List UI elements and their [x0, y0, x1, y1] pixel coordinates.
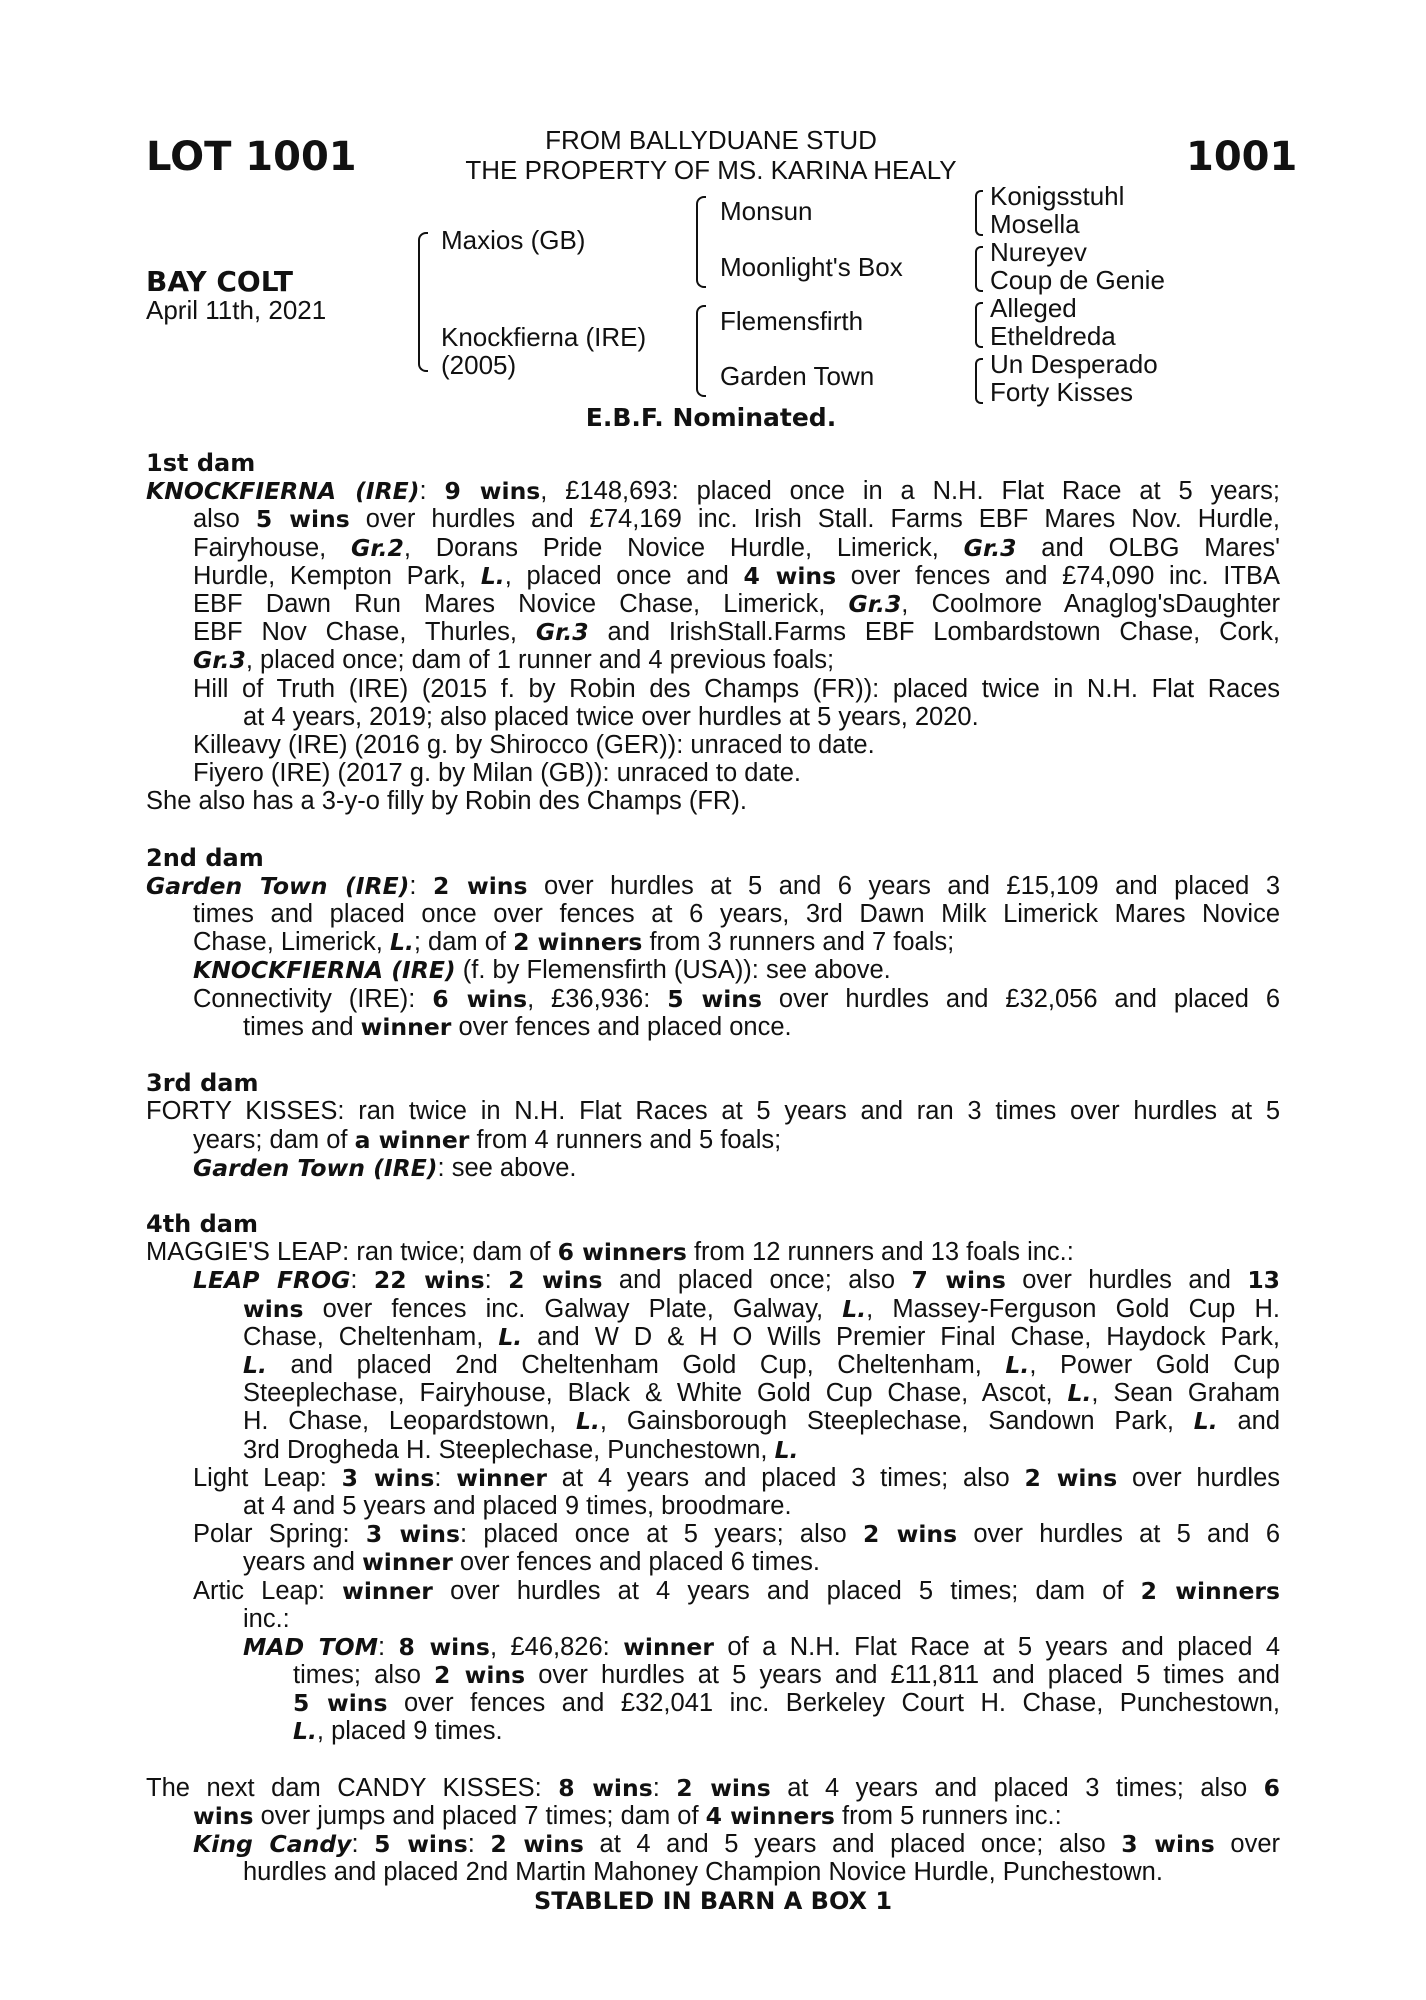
section-heading: 4th dam — [146, 1210, 258, 1239]
text-segment: The next dam CANDY KISSES: — [146, 1773, 559, 1802]
pedigree-brace-sire — [696, 196, 706, 288]
dam-year: (2005) — [441, 350, 517, 380]
emphasis-text: 8 wins — [398, 1632, 490, 1661]
horse-name: Gr.3 — [848, 589, 902, 618]
section-spacer — [146, 1041, 1280, 1069]
emphasis-text: a winner — [354, 1125, 470, 1154]
pedigree-brace-g3-2 — [975, 246, 983, 292]
text-line — [146, 1661, 1280, 1689]
text-segment: and placed once; also — [602, 1266, 912, 1295]
emphasis-text: 2 wins — [433, 871, 528, 900]
text-segment: and — [1217, 1407, 1280, 1436]
dam-section — [146, 449, 1280, 815]
horse-name: L. — [480, 561, 505, 590]
text-line — [146, 956, 1280, 984]
text-segment: at 4 and 5 years and placed 9 times, broodmare. — [243, 1491, 792, 1520]
text-segment: , Coolmore Anaglog'sDaughter — [901, 589, 1280, 618]
text-line — [146, 872, 1280, 900]
foaling-date: April 11th, 2021 — [146, 295, 327, 325]
emphasis-text: 5 wins — [293, 1689, 388, 1718]
gen3-mosella: Mosella — [990, 209, 1080, 239]
text-segment: over hurdles at 5 years and £11,811 and placed 5 times and — [525, 1661, 1280, 1690]
text-segment: over fences and £32,041 inc. Berkeley Court H. Chase, Punchestown, — [387, 1689, 1280, 1718]
text-segment: over hurdles at 5 and 6 — [957, 1520, 1280, 1549]
emphasis-text: winner — [360, 1012, 452, 1041]
text-line — [146, 985, 1280, 1013]
dam-section — [146, 1746, 1280, 1887]
consignor-line-2: THE PROPERTY OF MS. KARINA HEALY — [465, 155, 957, 185]
horse-name: Garden Town (IRE) — [146, 871, 410, 900]
text-segment: : — [484, 1266, 509, 1295]
text-segment: EBF Dawn Run Mares Novice Chase, Limerick, — [193, 589, 849, 618]
stabling-info: STABLED IN BARN A BOX 1 — [533, 1886, 893, 1915]
text-line — [146, 1436, 1280, 1464]
section-spacer — [146, 1182, 1280, 1210]
emphasis-text: 13 — [1247, 1266, 1280, 1295]
horse-name: L. — [389, 928, 414, 957]
emphasis-text: 9 wins — [444, 477, 541, 506]
horse-name: L. — [576, 1407, 600, 1436]
text-line — [146, 1407, 1280, 1435]
text-segment: over jumps and placed 7 times; dam of — [253, 1802, 706, 1830]
horse-name: Gr.3 — [535, 618, 589, 647]
text-line — [146, 1379, 1280, 1407]
horse-name: L. — [243, 1351, 267, 1379]
text-segment: over hurdles and £74,169 inc. Irish Stall. Farms EBF Mares Nov. Hurdle, — [349, 505, 1280, 534]
emphasis-text: 7 wins — [911, 1266, 1006, 1295]
text-segment: over fences and placed 6 times. — [452, 1548, 820, 1577]
text-line — [146, 1520, 1280, 1548]
dam: Knockfierna (IRE) — [441, 322, 647, 352]
horse-name: L. — [774, 1435, 799, 1464]
text-segment: over fences and £74,090 inc. ITBA — [836, 561, 1280, 590]
gen3-alleged: Alleged — [990, 293, 1077, 323]
text-segment: : — [467, 1830, 491, 1859]
text-line — [146, 1633, 1280, 1661]
dam-sire: Flemensfirth — [720, 306, 864, 336]
emphasis-text: 5 wins — [667, 984, 763, 1013]
gen3-etheldreda: Etheldreda — [990, 321, 1116, 351]
text-segment: : — [419, 477, 445, 506]
text-segment: : — [378, 1632, 399, 1661]
text-segment: over hurdles and — [1005, 1266, 1248, 1295]
text-segment: over hurdles and £32,056 and placed 6 — [762, 984, 1280, 1013]
horse-name: L. — [842, 1294, 867, 1323]
text-segment: Killeavy (IRE) (2016 g. by Shirocco (GER)): unraced to date. — [193, 730, 875, 759]
text-line — [146, 1295, 1280, 1323]
emphasis-text: 6 wins — [432, 984, 528, 1013]
text-segment: , Gainsborough Steeplechase, Sandown Park, — [599, 1407, 1194, 1436]
text-segment: at 4 years, 2019; also placed twice over hurdles at 5 years, 2020. — [243, 702, 979, 731]
emphasis-text: 2 wins — [490, 1830, 584, 1859]
text-line — [146, 787, 1280, 815]
emphasis-text: 5 wins — [374, 1830, 468, 1859]
text-segment: : — [652, 1773, 677, 1802]
text-line — [146, 1605, 1280, 1633]
text-line — [146, 731, 1280, 759]
emphasis-text: 2 winners — [1140, 1576, 1280, 1605]
text-segment: at 4 and 5 years and placed once; also — [583, 1830, 1122, 1859]
text-segment: Polar Spring: — [193, 1520, 366, 1549]
gen3-un-desperado: Un Desperado — [990, 349, 1158, 379]
gen3-coup-de-genie: Coup de Genie — [990, 265, 1165, 295]
text-line — [146, 1548, 1280, 1576]
text-segment: EBF Nov Chase, Thurles, — [193, 618, 536, 647]
text-segment: , £46,826: — [489, 1632, 624, 1661]
horse-name: KNOCKFIERNA (IRE) — [146, 477, 420, 506]
sire: Maxios (GB) — [441, 225, 586, 255]
text-line — [146, 759, 1280, 787]
emphasis-text: winner — [456, 1463, 548, 1492]
horse-name: MAD TOM — [243, 1632, 379, 1661]
section-heading: 3rd dam — [146, 1069, 259, 1098]
text-segment: times and placed once over fences at 6 years, 3rd Dawn Milk Limerick Mares Novice — [193, 900, 1280, 928]
text-line — [146, 1097, 1280, 1125]
sire-sire: Monsun — [720, 196, 813, 226]
text-line — [146, 1492, 1280, 1520]
text-segment: and OLBG Mares' — [1016, 533, 1280, 562]
emphasis-text: 4 winners — [705, 1802, 835, 1830]
text-segment: over hurdles at 5 and 6 years and £15,109 and placed 3 — [527, 871, 1280, 900]
text-segment: and IrishStall.Farms EBF Lombardstown Chase, Cork, — [588, 618, 1280, 647]
text-line — [146, 1266, 1280, 1294]
dam-section — [146, 815, 1280, 1041]
emphasis-text: winner — [623, 1632, 714, 1661]
emphasis-text: winner — [362, 1548, 453, 1577]
emphasis-text: 4 wins — [743, 561, 837, 590]
dam-section — [146, 1182, 1280, 1746]
horse-name: L. — [293, 1717, 317, 1746]
text-segment: from 4 runners and 5 foals; — [469, 1125, 782, 1154]
text-segment: Steeplechase, Fairyhouse, Black & White Gold Cup Chase, Ascot, — [243, 1379, 1068, 1408]
emphasis-text: 2 wins — [676, 1773, 771, 1802]
horse-name: L. — [1067, 1379, 1092, 1408]
emphasis-text: wins — [193, 1802, 254, 1830]
text-line — [146, 505, 1280, 533]
section-spacer — [146, 1746, 1280, 1774]
text-line — [146, 646, 1280, 674]
text-segment: (f. by Flemensfirth (USA)): see above. — [455, 956, 891, 985]
text-segment: , £148,693: placed once in a N.H. Flat Race at 5 years; — [540, 477, 1280, 506]
text-segment: over hurdles at 4 years and placed 5 times; dam of — [432, 1576, 1141, 1605]
text-segment: She also has a 3-y-o filly by Robin des Champs (FR). — [146, 787, 747, 816]
text-segment: years; dam of — [193, 1125, 355, 1154]
emphasis-text: 3 wins — [1121, 1830, 1215, 1859]
horse-name: KNOCKFIERNA (IRE) — [193, 956, 456, 985]
text-segment: of a N.H. Flat Race at 5 years and placed 4 — [713, 1632, 1280, 1661]
text-segment: over hurdles — [1117, 1463, 1280, 1492]
emphasis-text: 3 wins — [365, 1520, 461, 1549]
text-segment: over — [1214, 1830, 1280, 1859]
text-line — [146, 477, 1280, 505]
text-line — [146, 1774, 1280, 1802]
text-segment: from 5 runners inc.: — [834, 1802, 1062, 1830]
text-line — [146, 618, 1280, 646]
text-segment: FORTY KISSES: ran twice in N.H. Flat Races at 5 years and ran 3 times over hurdles at 5 — [146, 1097, 1280, 1126]
lot-number: 1001 — [1186, 134, 1298, 180]
text-line — [146, 703, 1280, 731]
gen3-konigsstuhl: Konigsstuhl — [990, 181, 1125, 211]
text-segment: Chase, Limerick, — [193, 928, 390, 957]
section-spacer — [146, 815, 1280, 843]
family-history — [146, 449, 1280, 1915]
pedigree-brace-dam — [696, 305, 706, 397]
text-line — [146, 1858, 1280, 1886]
text-segment: : — [350, 1266, 374, 1295]
section-heading: 1st dam — [146, 449, 256, 477]
text-segment: , Power Gold Cup — [1029, 1351, 1280, 1379]
sire-dam: Moonlight's Box — [720, 252, 903, 282]
horse-name: Gr.2 — [351, 533, 404, 562]
text-segment: and W D & H O Wills Premier Final Chase, Haydock Park, — [522, 1322, 1280, 1351]
text-segment: at 4 years and placed 3 times; also — [547, 1463, 1025, 1492]
horse-name: L. — [498, 1322, 523, 1351]
horse-sex: BAY COLT — [146, 265, 294, 298]
text-segment: MAGGIE'S LEAP: ran twice; dam of — [146, 1238, 558, 1267]
text-line — [146, 1577, 1280, 1605]
text-line — [146, 675, 1280, 703]
emphasis-text: 2 wins — [862, 1520, 958, 1549]
text-line — [146, 900, 1280, 928]
horse-name: L. — [1005, 1351, 1030, 1379]
text-segment: years and — [243, 1548, 363, 1577]
text-segment: , Massey-Ferguson Gold Cup H. — [866, 1294, 1280, 1323]
text-line — [146, 1323, 1280, 1351]
dam-dam: Garden Town — [720, 361, 875, 391]
text-segment: at 4 years and placed 3 times; also — [770, 1773, 1264, 1802]
text-segment: , Dorans Pride Novice Hurdle, Limerick, — [403, 533, 964, 562]
text-segment: Fiyero (IRE) (2017 g. by Milan (GB)): unraced to date. — [193, 759, 801, 788]
text-segment: Fairyhouse, — [193, 533, 352, 562]
horse-name: Gr.3 — [193, 646, 246, 675]
text-line — [146, 1154, 1280, 1182]
text-segment: Hill of Truth (IRE) (2015 f. by Robin des Champs (FR)): placed twice in N.H. Flat Races — [193, 674, 1280, 703]
text-segment: : placed once at 5 years; also — [460, 1520, 863, 1549]
text-segment: also — [193, 505, 256, 534]
text-segment: , placed once and — [504, 561, 744, 590]
emphasis-text: 2 wins — [508, 1266, 603, 1295]
text-segment: hurdles and placed 2nd Martin Mahoney Champion Novice Hurdle, Punchestown. — [243, 1858, 1163, 1887]
text-segment: , Sean Graham — [1091, 1379, 1280, 1408]
horse-name: King Candy — [193, 1830, 352, 1859]
emphasis-text: 5 wins — [255, 505, 350, 534]
text-line — [146, 534, 1280, 562]
text-line — [146, 1126, 1280, 1154]
text-segment: Connectivity (IRE): — [193, 984, 433, 1013]
text-line — [146, 1717, 1280, 1745]
text-segment: : — [351, 1830, 375, 1859]
text-segment: ; dam of — [413, 928, 514, 957]
emphasis-text: 2 wins — [434, 1661, 526, 1690]
text-segment: Light Leap: — [193, 1463, 342, 1492]
emphasis-text: winner — [342, 1576, 433, 1605]
text-line — [146, 1464, 1280, 1492]
text-segment: Chase, Cheltenham, — [243, 1322, 499, 1351]
emphasis-text: 8 wins — [558, 1773, 653, 1802]
gen3-forty-kisses: Forty Kisses — [990, 377, 1134, 407]
emphasis-text: 3 wins — [341, 1463, 435, 1492]
gen3-nureyev: Nureyev — [990, 237, 1087, 267]
horse-name: LEAP FROG — [193, 1266, 351, 1295]
text-segment: over fences and placed once. — [451, 1012, 792, 1041]
text-segment: , placed 9 times. — [316, 1717, 503, 1746]
text-line — [146, 1238, 1280, 1266]
emphasis-text: 2 wins — [1024, 1463, 1118, 1492]
text-segment: 3rd Drogheda H. Steeplechase, Punchestown, — [243, 1435, 775, 1464]
emphasis-text: 2 winners — [513, 928, 643, 957]
text-segment: : — [409, 871, 434, 900]
text-segment: : — [434, 1463, 457, 1492]
horse-name: Garden Town (IRE) — [193, 1153, 438, 1182]
text-segment: H. Chase, Leopardstown, — [243, 1407, 577, 1436]
pedigree-brace-g3-4 — [975, 358, 983, 404]
section-heading: 2nd dam — [146, 843, 264, 872]
text-segment: over fences inc. Galway Plate, Galway, — [303, 1294, 843, 1323]
text-segment: : see above. — [437, 1153, 577, 1182]
text-segment: Hurdle, Kempton Park, — [193, 561, 481, 590]
lot-label: LOT 1001 — [146, 134, 357, 180]
text-segment: from 12 runners and 13 foals inc.: — [686, 1238, 1074, 1267]
text-segment: Artic Leap: — [193, 1576, 343, 1605]
ebf-nomination: E.B.F. Nominated. — [585, 403, 837, 432]
emphasis-text: 6 — [1263, 1773, 1280, 1802]
text-segment: inc.: — [243, 1604, 290, 1633]
text-line — [146, 562, 1280, 590]
text-line — [146, 590, 1280, 618]
text-segment: times; also — [293, 1661, 435, 1690]
text-line — [146, 1830, 1280, 1858]
consignor-line-1: FROM BALLYDUANE STUD — [545, 125, 877, 155]
pedigree-brace-g3-3 — [975, 302, 983, 348]
text-line — [146, 1013, 1280, 1041]
text-line — [146, 1802, 1280, 1830]
pedigree-brace-main — [418, 232, 428, 372]
text-line — [146, 928, 1280, 956]
text-line — [146, 1689, 1280, 1717]
emphasis-text: 22 wins — [373, 1266, 485, 1295]
text-segment: , £36,936: — [527, 984, 668, 1013]
text-segment: times and — [243, 1012, 361, 1041]
text-segment: and placed 2nd Cheltenham Gold Cup, Cheltenham, — [266, 1351, 1006, 1379]
text-segment: from 3 runners and 7 foals; — [642, 928, 955, 957]
emphasis-text: wins — [243, 1294, 304, 1323]
horse-name: L. — [1193, 1407, 1218, 1436]
emphasis-text: 6 winners — [557, 1238, 687, 1267]
text-segment: , placed once; dam of 1 runner and 4 previous foals; — [245, 646, 835, 675]
text-line — [146, 1351, 1280, 1379]
pedigree-brace-g3-1 — [975, 190, 983, 236]
dam-section — [146, 1041, 1280, 1182]
horse-name: Gr.3 — [963, 533, 1017, 562]
